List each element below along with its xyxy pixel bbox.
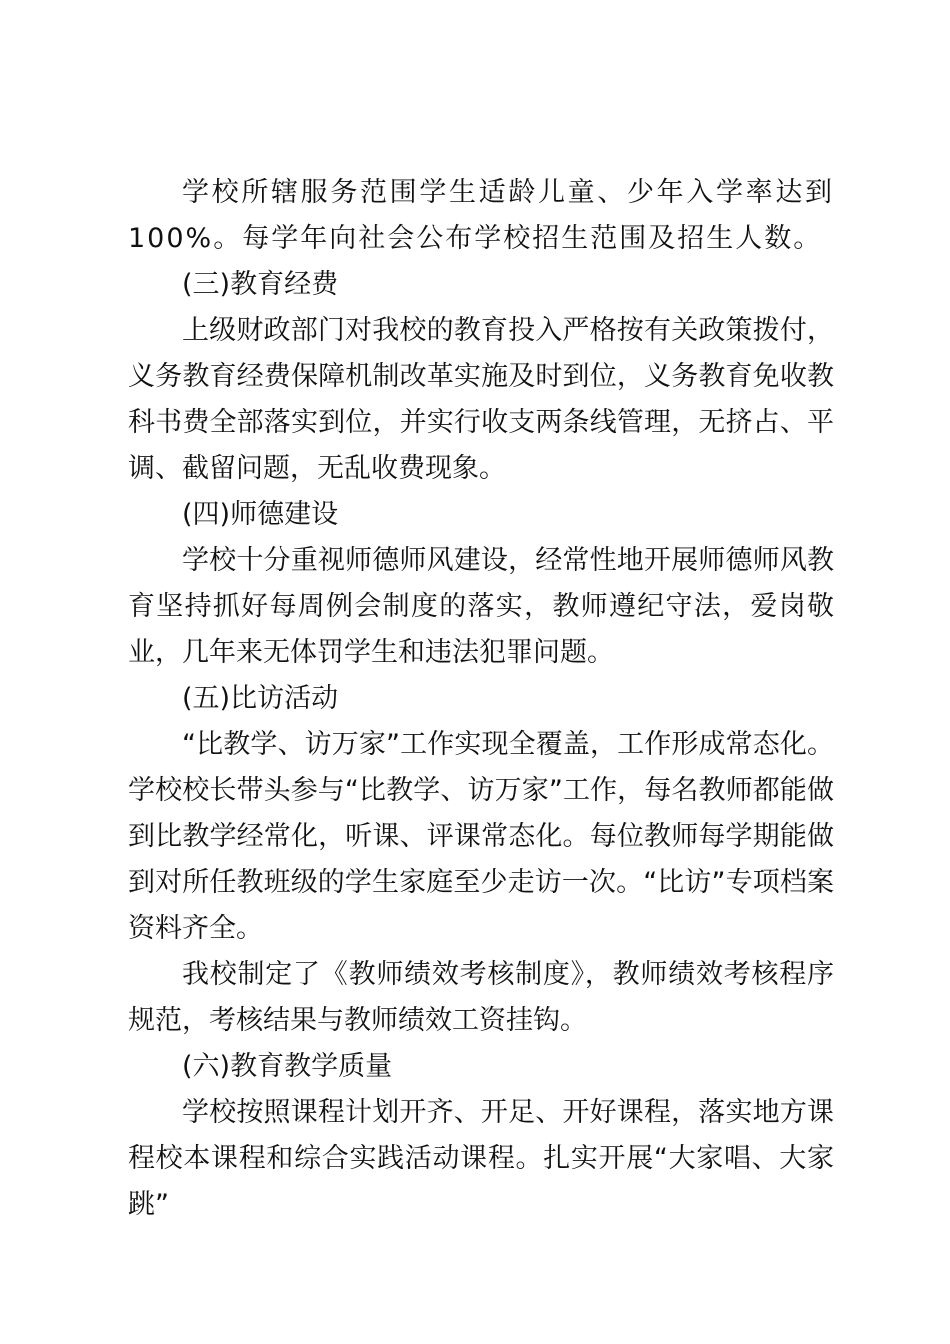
paragraph-teaching-quality: 学校按照课程计划开齐、开足、开好课程，落实地方课程校本课程和综合实践活动课程。扎实开展“大家唱、大家跳” (128, 1097, 834, 1220)
document-body (128, 170, 834, 1228)
paragraph-compare-visit: “比教学、访万家”工作实现全覆盖，工作形成常态化。学校校长带头参与“比教学、访万家”工作，每名教师都能做到比教学经常化，听课、评课常态化。每位教师每学期能做到对所任教班级的学生家庭至少走访一次。“比访”专项档案资料齐全。 (128, 729, 834, 944)
section-heading-teaching-quality: (六)教育教学质量 (182, 1051, 393, 1082)
paragraph-teacher-ethics: 学校十分重视师德师风建设，经常性地开展师德师风教育坚持抓好每周例会制度的落实，教师遵纪守法，爱岗敬业，几年来无体罚学生和违法犯罪问题。 (128, 545, 834, 668)
paragraph-performance-assessment: 我校制定了《教师绩效考核制度》，教师绩效考核程序规范，考核结果与教师绩效工资挂钩。 (128, 959, 834, 1036)
paragraph-education-funding: 上级财政部门对我校的教育投入严格按有关政策拨付，义务教育经费保障机制改革实施及时到位，义务教育免收教科书费全部落实到位，并实行收支两条线管理，无挤占、平调、截留问题，无乱收费现象。 (128, 315, 834, 484)
section-heading-teacher-ethics: (四)师德建设 (182, 499, 339, 530)
section-heading-compare-visit: (五)比访活动 (182, 683, 339, 714)
paragraph-enrollment: 学校所辖服务范围学生适龄儿童、少年入学率达到100%。每学年向社会公布学校招生范围及招生人数。 (128, 177, 834, 254)
section-heading-education-funding: (三)教育经费 (182, 269, 339, 300)
